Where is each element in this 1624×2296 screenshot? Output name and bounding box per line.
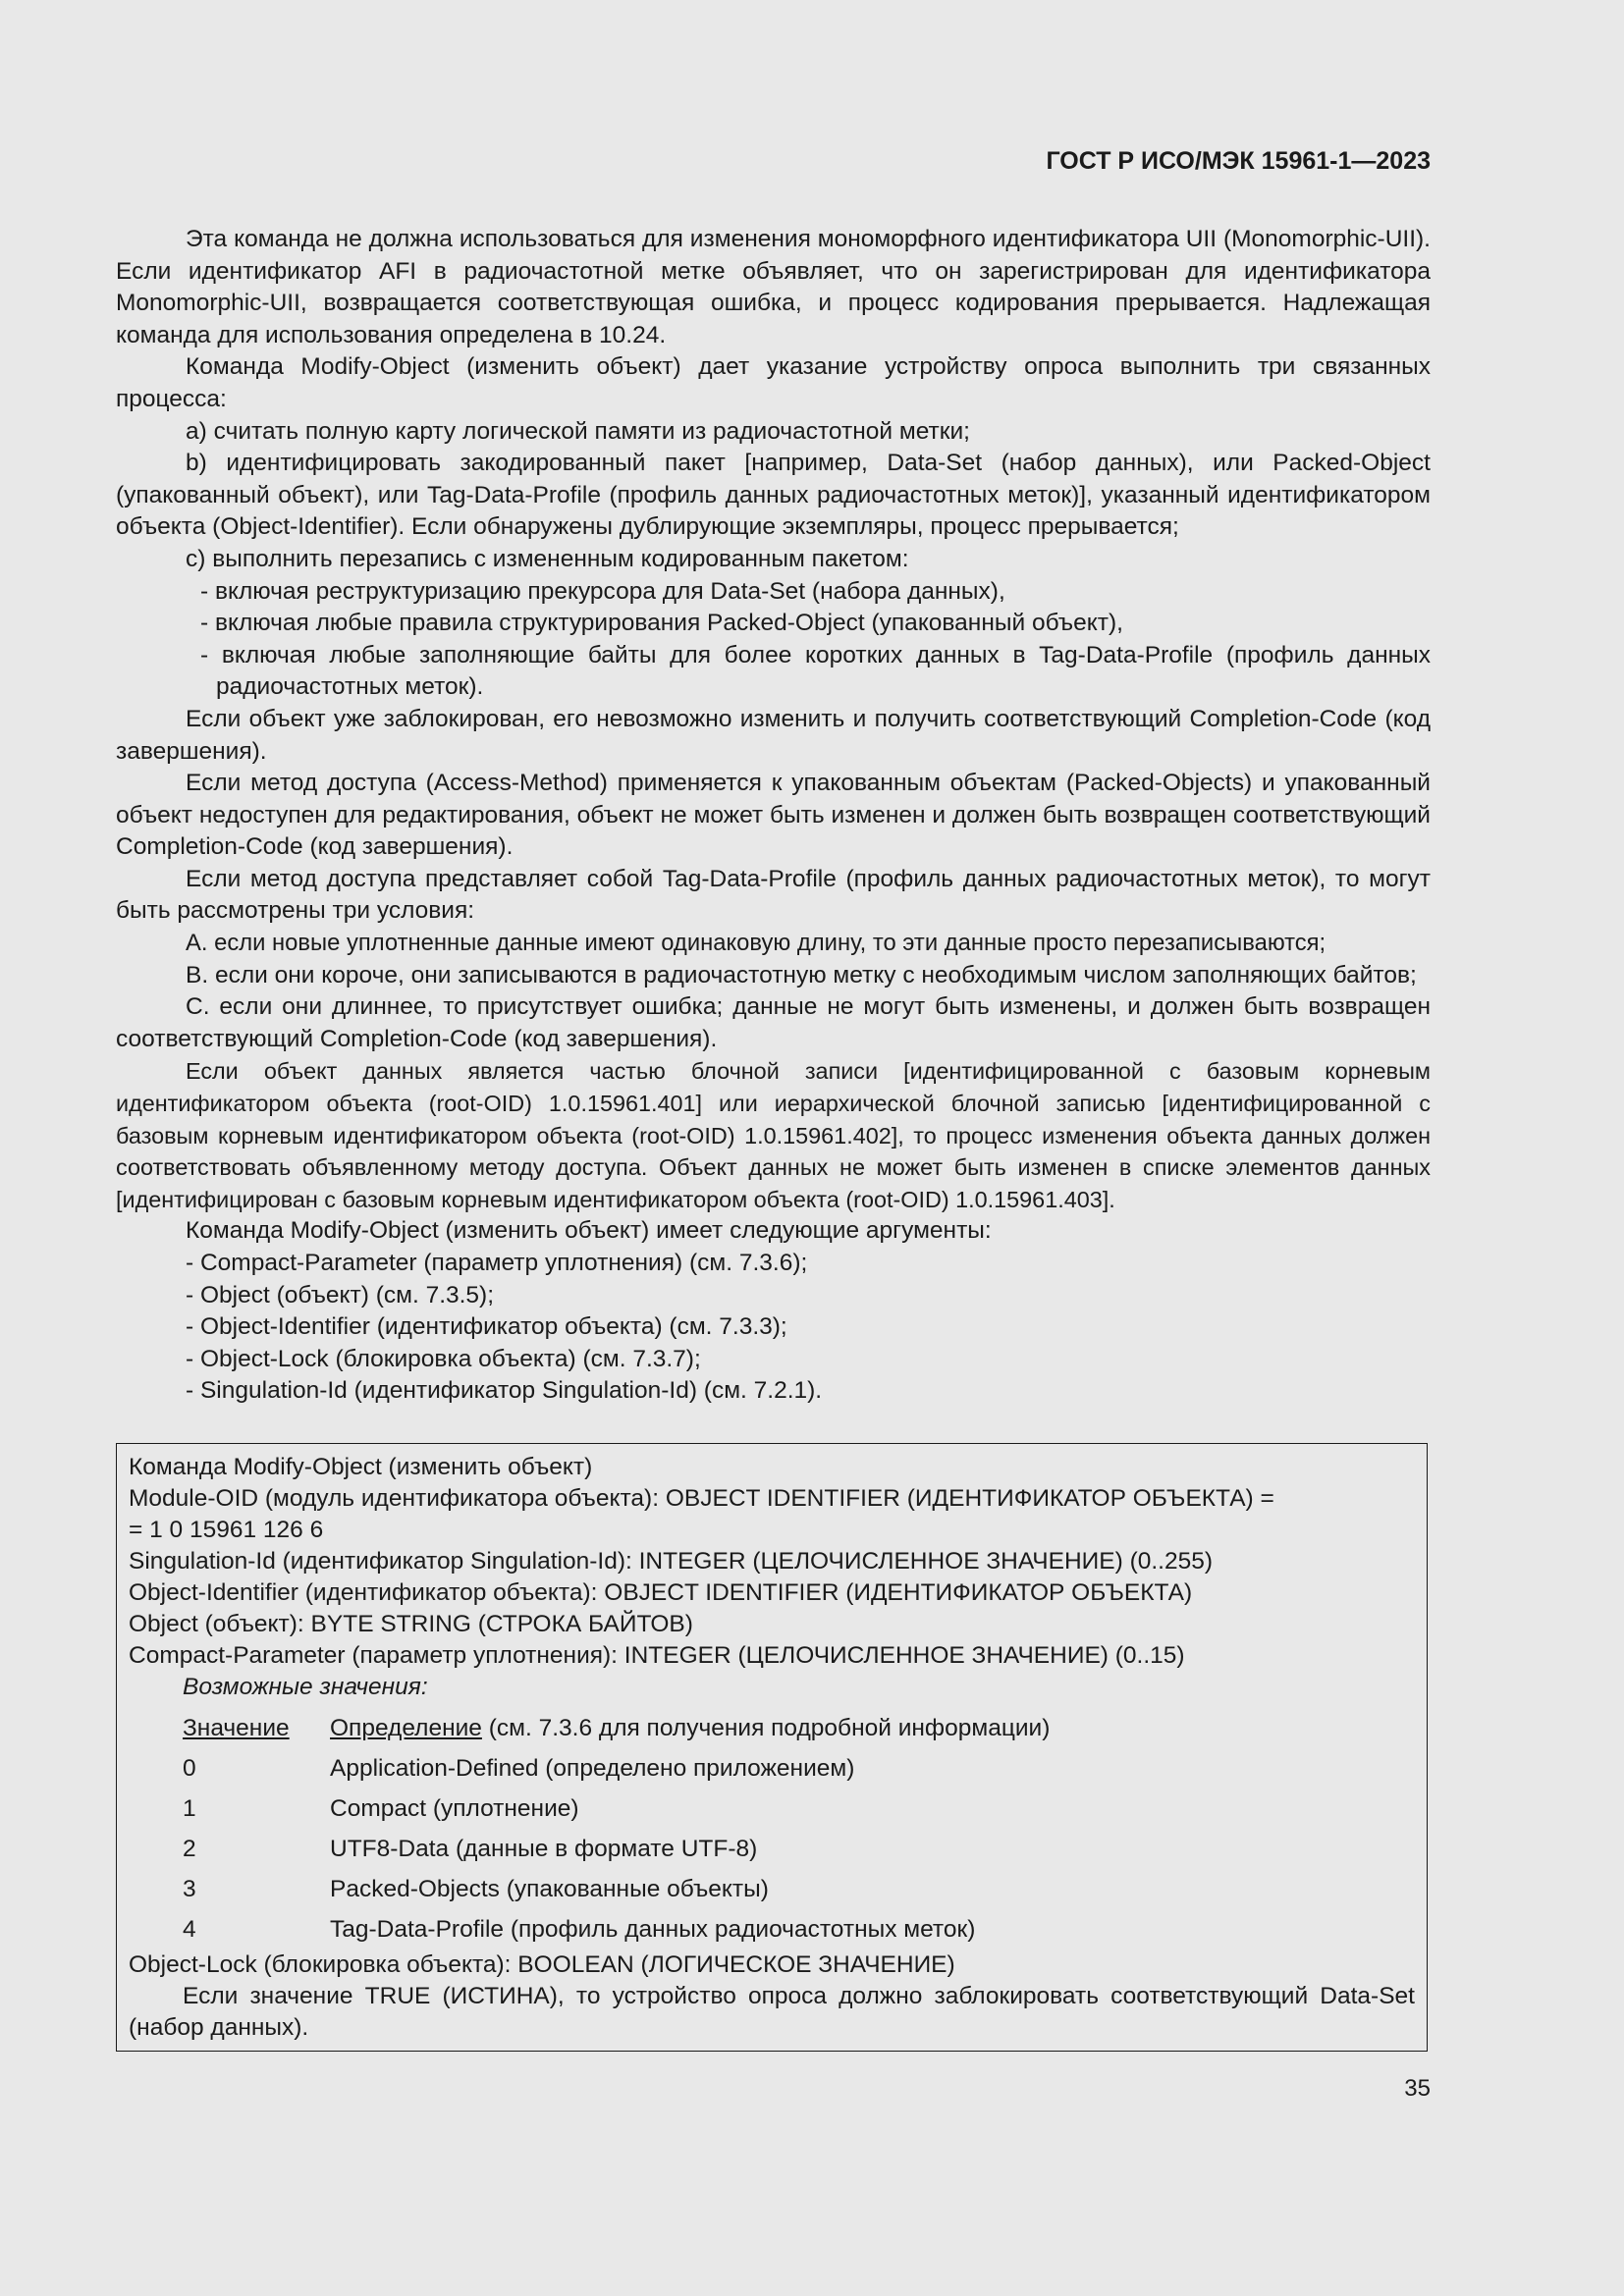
table-row [183,1789,1050,1829]
paragraph: Если объект уже заблокирован, его невозможно изменить и получить соответствующий Completion-Code (код завершения). [116,705,1431,765]
singulation-line: Singulation-Id (идентификатор Singulation-Id): INTEGER (ЦЕЛОЧИСЛЕННОЕ ЗНАЧЕНИЕ) (0..255) [129,1548,1214,1575]
values-table [183,1708,1050,1949]
table-row [183,1748,1050,1789]
column-header-definition: Определение [330,1714,482,1741]
value-cell: 3 [183,1875,196,1902]
paragraph: Эта команда не должна использоваться для изменения мономорфного идентификатора UII (Monomorphic-UII). Если идентификатор AFI в радиочастотной метке объявляет, что он зарегистрирован для идентификатора Monomorphic-UII, возвращается соответствующая ошибка, и процесс кодирования прерывается. Надлежащая команда для использования определена в 10.24. [116,226,1431,348]
object-lock-note: Если значение TRUE (ИСТИНА), то устройство опроса должно заблокировать соответствующий Data-Set (набор данных). [129,1983,1415,2041]
argument-item: - Compact-Parameter (параметр уплотнения) (см. 7.3.6); [186,1250,808,1276]
paragraph: Если метод доступа представляет собой Tag-Data-Profile (профиль данных радиочастотных меток), то могут быть рассмотрены три условия: [116,865,1431,925]
body-text [116,224,1431,1408]
argument-item: - Object (объект) (см. 7.3.5); [186,1281,495,1308]
column-header-note: (см. 7.3.6 для получения подробной информации) [481,1714,1051,1741]
argument-item: - Object-Lock (блокировка объекта) (см. 7.3.7); [186,1345,701,1372]
definition-cell: UTF8-Data (данные в формате UTF-8) [330,1835,758,1862]
value-cell: 2 [183,1835,196,1862]
definition-cell: Tag-Data-Profile (профиль данных радиочастотных меток) [330,1915,976,1943]
column-header-value: Значение [183,1714,290,1741]
paragraph: Команда Modify-Object (изменить объект) имеет следующие аргументы: [186,1217,992,1245]
object-line: Object (объект): BYTE STRING (СТРОКА БАЙТОВ) [129,1611,693,1637]
argument-item: - Object-Identifier (идентификатор объекта) (см. 7.3.3); [186,1313,787,1341]
page-number: 35 [1404,2075,1431,2102]
definition-cell: Packed-Objects (упакованные объекты) [330,1875,769,1902]
box-title: Команда Modify-Object (изменить объект) [129,1454,593,1480]
list-item: a) считать полную карту логической памяти из радиочастотной метки; [186,417,970,445]
module-oid-line: Module-OID (модуль идентификатора объекта): OBJECT IDENTIFIER (ИДЕНТИФИКАТОР ОБЪЕКТА) = [129,1485,1274,1512]
value-cell: 0 [183,1754,196,1782]
table-row [183,1909,1050,1949]
paragraph: Команда Modify-Object (изменить объект) дает указание устройству опроса выполнить три связанных процесса: [116,353,1431,412]
list-item: b) идентифицировать закодированный пакет [например, Data-Set (набор данных), или Packed-Object (упакованный объект), или Tag-Data-Profile (профиль данных радиочастотных меток)], указанный идентификатором объекта (Object-Identifier). Если обнаружены дублирующие экземпляры, процесс прерывается; [116,450,1431,541]
module-oid-value: = 1 0 15961 126 6 [129,1517,324,1543]
condition-item: A. если новые уплотненные данные имеют одинаковую длину, то эти данные просто перезаписываются; [186,930,1326,957]
sub-list-item: - включая любые правила структурирования Packed-Object (упакованный объект), [200,610,1123,637]
object-identifier-line: Object-Identifier (идентификатор объекта): OBJECT IDENTIFIER (ИДЕНТИФИКАТОР ОБЪЕКТА) [129,1579,1193,1606]
list-item: c) выполнить перезапись с измененным кодированным пакетом: [186,545,909,572]
table-row [183,1869,1050,1909]
paragraph: Если объект данных является частью блочной записи [идентифицированной с базовым корневым идентификатором объекта (root-OID) 1.0.15961.401] или иерархической блочной записью [идентифицированной с базовым корневым идентификатором объекта (root-OID) 1.0.15961.402], то процесс изменения объекта данных должен соответствовать объявленному методу доступа. Объект данных не может быть изменен в списке элементов данных [идентифицирован с базовым корневым идентификатором объекта (root-OID) 1.0.15961.403]. [116,1058,1431,1212]
standard-header: ГОСТ Р ИСО/МЭК 15961-1—2023 [1046,147,1431,175]
values-table-header [183,1708,1050,1748]
condition-item: C. если они длиннее, то присутствует ошибка; данные не могут быть изменены, и должен быть возвращен соответствующий Completion-Code (код завершения). [116,993,1431,1052]
sub-list-item: - включая реструктуризацию прекурсора для Data-Set (набора данных), [200,577,1005,605]
compact-parameter-line: Compact-Parameter (параметр уплотнения): INTEGER (ЦЕЛОЧИСЛЕННОЕ ЗНАЧЕНИЕ) (0..15) [129,1642,1185,1669]
definition-cell: Compact (уплотнение) [330,1794,579,1822]
object-lock-line: Object-Lock (блокировка объекта): BOOLEAN (ЛОГИЧЕСКОЕ ЗНАЧЕНИЕ) [129,1951,955,1978]
sub-list-item: - включая любые заполняющие байты для более коротких данных в Tag-Data-Profile (профиль данных радиочастотных меток). [200,641,1431,701]
value-cell: 1 [183,1794,196,1822]
value-cell: 4 [183,1915,196,1943]
possible-values-caption: Возможные значения: [183,1674,428,1700]
paragraph: Если метод доступа (Access-Method) применяется к упакованным объектам (Packed-Objects) и упакованный объект недоступен для редактирования, объект не может быть изменен и должен быть возвращен соответствующий Completion-Code (код завершения). [116,770,1431,861]
argument-item: - Singulation-Id (идентификатор Singulation-Id) (см. 7.2.1). [186,1377,823,1405]
definition-cell: Application-Defined (определено приложением) [330,1754,855,1782]
condition-item: B. если они короче, они записываются в радиочастотную метку с необходимым числом заполняющих байтов; [186,961,1417,988]
asn1-definition-box [116,1443,1428,2052]
table-row [183,1829,1050,1869]
